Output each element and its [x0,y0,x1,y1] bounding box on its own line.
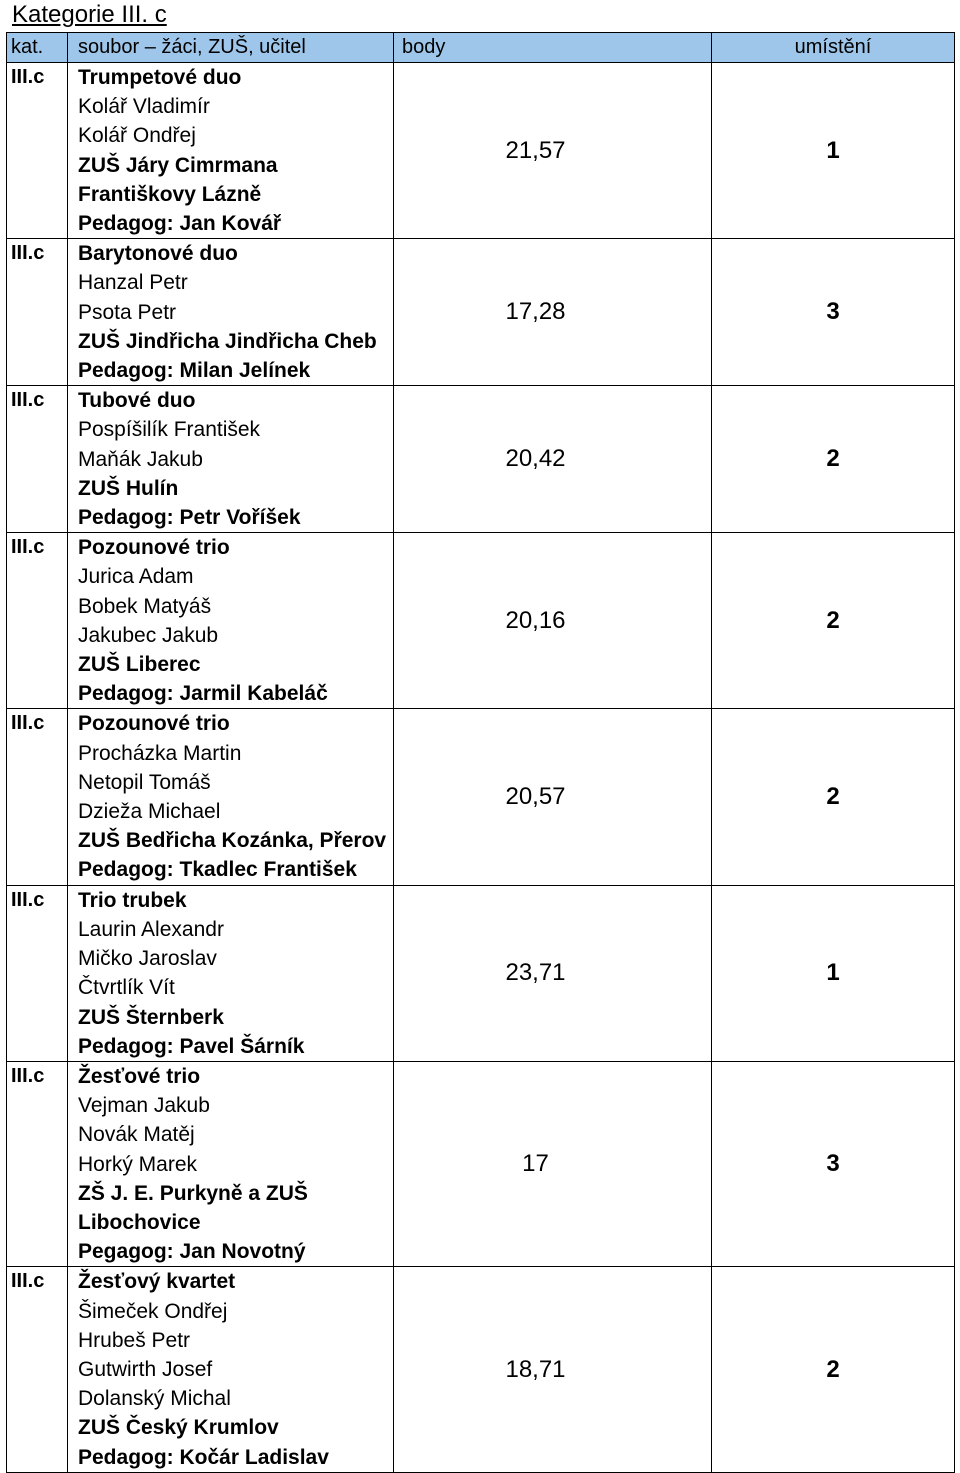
ensemble-line: Psota Petr [78,300,177,324]
ensemble-line: Procházka Martin [78,741,242,765]
ensemble-line: Tubové duo [78,389,196,413]
ensemble-line: Františkovy Lázně [78,182,262,206]
ensemble-line: Libochovice [78,1210,201,1234]
table-row [7,386,955,533]
placement-cell: 2 [712,386,955,533]
ensemble-line: Dzieža Michael [78,800,221,824]
ensemble-line: Pedagog: Jan Kovář [78,212,282,236]
table-row [7,533,955,709]
ensemble-line: Trio trubek [78,888,187,912]
category-cell: III.c [7,1267,68,1472]
score-cell: 23,71 [394,885,712,1061]
ensemble-line: ZUŠ Liberec [78,653,201,677]
ensemble-line: Mičko Jaroslav [78,947,217,971]
ensemble-line: ZUŠ Šternberk [78,1005,224,1029]
score-cell: 18,71 [394,1267,712,1472]
ensemble-cell [68,709,394,885]
ensemble-line: Vejman Jakub [78,1094,210,1118]
category-cell: III.c [7,709,68,885]
placement-cell: 3 [712,1061,955,1266]
ensemble-line: Pegagog: Jan Novotný [78,1240,306,1264]
table-row [7,63,955,239]
placement-cell: 3 [712,239,955,386]
category-cell: III.c [7,1061,68,1266]
score-cell: 20,42 [394,386,712,533]
ensemble-line: Maňák Jakub [78,447,203,471]
ensemble-line: ZUŠ Bedřicha Kozánka, Přerov [78,829,387,853]
ensemble-line: Pedagog: Milan Jelínek [78,359,311,383]
ensemble-line: Jakubec Jakub [78,623,219,647]
score-cell: 17 [394,1061,712,1266]
score-cell: 21,57 [394,63,712,239]
ensemble-line: Trumpetové duo [78,66,242,89]
category-cell: III.c [7,386,68,533]
ensemble-line: Netopil Tomáš [78,770,211,794]
table-row [7,709,955,885]
placement-cell: 2 [712,1267,955,1472]
category-cell: III.c [7,533,68,709]
page-title: Kategorie III. c [12,1,167,28]
ensemble-line: Žesťový kvartet [78,1270,236,1294]
ensemble-line: Dolanský Michal [78,1387,231,1411]
header-soubor: soubor – žáci, ZUŠ, učitel [68,33,394,63]
ensemble-line: ZUŠ Hulín [78,476,179,500]
ensemble-line: Kolář Vladimír [78,95,210,119]
ensemble-cell [68,1061,394,1266]
header-kat: kat. [7,33,68,63]
ensemble-line: ZUŠ Jindřicha Jindřicha Cheb [78,329,377,353]
header-umisteni: umístění [712,33,955,63]
ensemble-line: Pospíšilík František [78,418,261,442]
score-cell: 17,28 [394,239,712,386]
score-cell: 20,16 [394,533,712,709]
ensemble-line: Bobek Matyáš [78,594,212,618]
ensemble-line: Pedagog: Kočár Ladislav [78,1445,329,1469]
ensemble-line: Kolář Ondřej [78,124,196,148]
category-cell: III.c [7,63,68,239]
ensemble-line: Pozounové trio [78,536,230,560]
results-table [6,32,955,1473]
header-body: body [394,33,712,63]
ensemble-line: ZUŠ Járy Cimrmana [78,153,278,177]
ensemble-line: Barytonové duo [78,242,238,266]
ensemble-line: Pedagog: Petr Voříšek [78,506,301,530]
ensemble-cell [68,239,394,386]
table-row [7,1267,955,1472]
placement-cell: 1 [712,63,955,239]
ensemble-line: Žesťové trio [78,1064,201,1088]
table-row [7,1061,955,1266]
category-cell: III.c [7,885,68,1061]
table-header-row [7,33,955,63]
placement-cell: 2 [712,533,955,709]
ensemble-cell [68,533,394,709]
ensemble-line: Pedagog: Tkadlec František [78,858,357,882]
table-row [7,885,955,1061]
ensemble-line: Jurica Adam [78,565,194,589]
ensemble-line: Čtvrtlík Vít [78,976,175,1000]
ensemble-line: Gutwirth Josef [78,1357,213,1381]
ensemble-line: Laurin Alexandr [78,917,224,941]
ensemble-line: Hrubeš Petr [78,1328,191,1352]
ensemble-cell [68,885,394,1061]
ensemble-line: Hanzal Petr [78,271,188,295]
ensemble-line: Horký Marek [78,1152,198,1176]
ensemble-cell [68,386,394,533]
ensemble-line: ZUŠ Český Krumlov [78,1416,279,1440]
ensemble-line: Pedagog: Jarmil Kabeláč [78,682,328,706]
table-row [7,239,955,386]
ensemble-line: Pedagog: Pavel Šárník [78,1034,305,1058]
ensemble-cell [68,1267,394,1472]
ensemble-cell [68,63,394,239]
placement-cell: 2 [712,709,955,885]
ensemble-line: Šimeček Ondřej [78,1299,228,1323]
score-cell: 20,57 [394,709,712,885]
category-cell: III.c [7,239,68,386]
ensemble-line: Novák Matěj [78,1123,195,1147]
ensemble-line: Pozounové trio [78,712,230,736]
placement-cell: 1 [712,885,955,1061]
ensemble-line: ZŠ J. E. Purkyně a ZUŠ [78,1181,308,1205]
